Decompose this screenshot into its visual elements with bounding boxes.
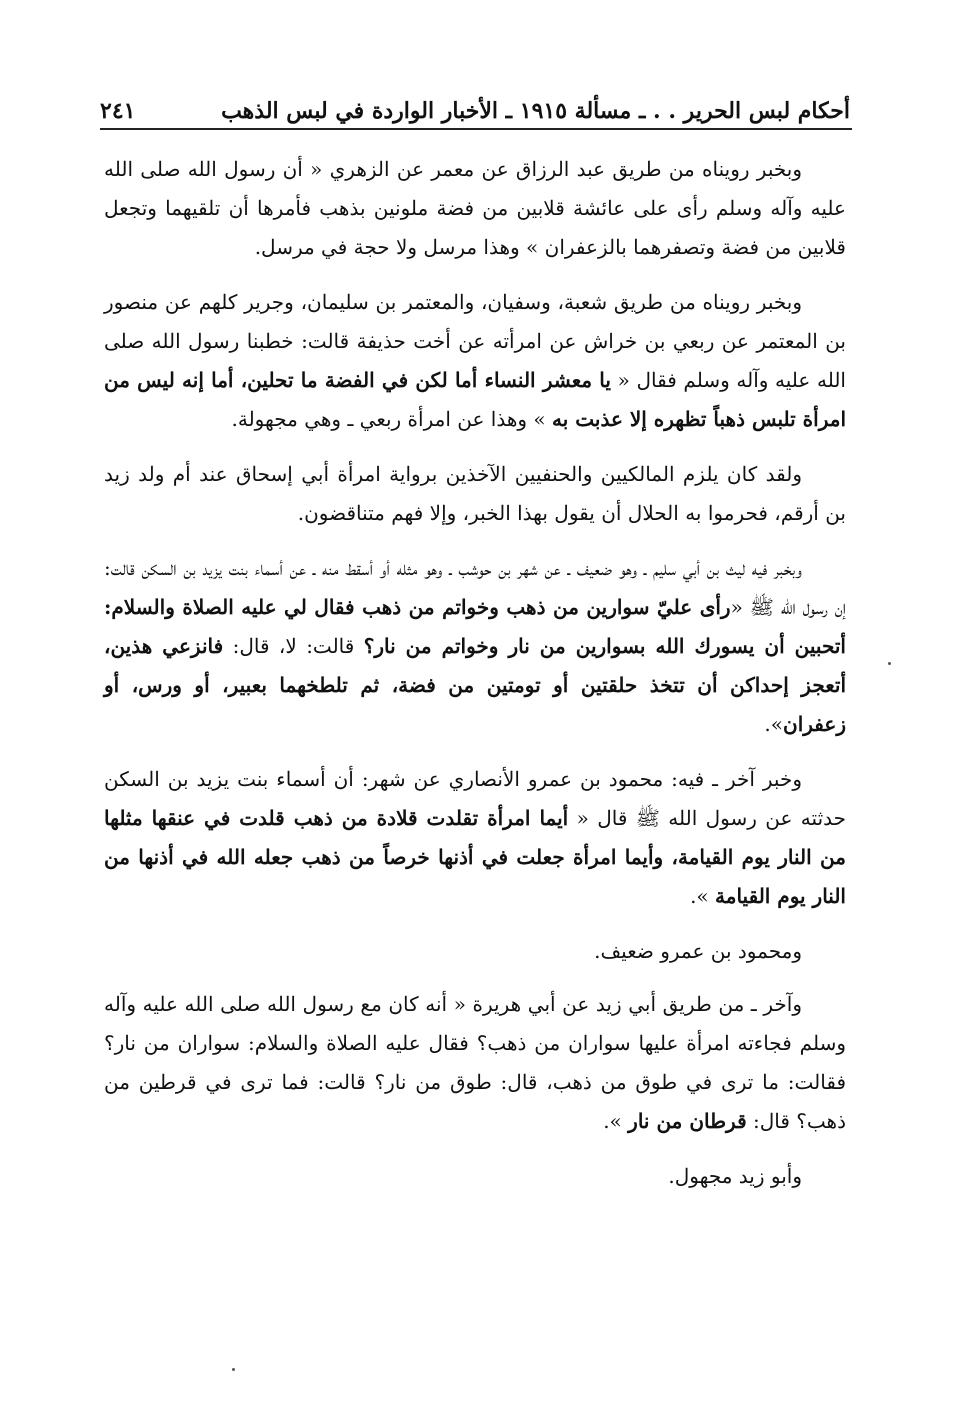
paragraph-text: وبخبر فيه ليث بن أبي سليم ـ وهو ضعيف ـ عن شهر بن حوشب ـ وهو مثله أو أسقط منه ـ عن أسماء بنت يزيد بن السكن قالت: إن رسول الله ﷺ « <box>104 556 846 619</box>
paragraph <box>104 760 846 916</box>
paragraph-text: وخبر آخر ـ فيه: محمود بن عمرو الأنصاري عن شهر: أن أسماء بنت يزيد بن السكن حدثته عن رسول الله ﷺ قال « <box>104 767 846 830</box>
paragraph <box>104 932 846 971</box>
scan-speck <box>232 1368 235 1371</box>
scan-speck <box>888 662 891 665</box>
hadith-quote-text: رأى عليّ سوارين من ذهب وخواتم من ذهب فقال لي عليه الصلاة والسلام: أتحبين أن يسورك الله بسوارين من نار وخواتم من نار؟ <box>104 595 846 658</box>
header-rule <box>100 128 852 130</box>
paragraph-text: وبخبر رويناه من طريق شعبة، وسفيان، والمعتمر بن سليمان، وجرير كلهم عن منصور بن المعتمر عن ربعي بن خراش عن امرأته عن أخت حذيفة قالت: خطبنا رسول الله صلى الله عليه وآله وسلم فقال « <box>104 290 846 392</box>
paragraph-text: قالت: لا، قال: <box>223 634 364 658</box>
paragraph <box>104 985 846 1141</box>
hadith-quote-text: أيما امرأة تقلدت قلادة من ذهب قلدت في عنقها مثلها من النار يوم القيامة، وأيما امرأة جعلت في أذنها خرصاً من ذهب جعله الله في أذنها من النار يوم القيامة <box>104 806 846 908</box>
paragraph-text: » وهذا عن امرأة ربعي ـ وهي مجهولة. <box>231 407 552 431</box>
paragraph-text: ومحمود بن عمرو ضعيف. <box>594 939 802 963</box>
paragraph <box>104 549 846 744</box>
paragraph <box>104 455 846 533</box>
header-title: أحكام لبس الحرير . . ـ مسألة ١٩١٥ ـ الأخبار الواردة في لبس الذهب <box>221 98 850 124</box>
paragraph <box>104 1157 846 1196</box>
paragraph <box>104 283 846 439</box>
hadith-quote-text: فانزعي هذين، أتعجز إحداكن أن تتخذ حلقتين أو تومتين من فضة، ثم تلطخهما بعبير، أو ورس، أو زعفران <box>104 634 846 736</box>
hadith-quote-text: قرطان من نار <box>628 1109 747 1133</box>
paragraph-text: وبخبر رويناه من طريق عبد الرزاق عن معمر عن الزهري « أن رسول الله صلى الله عليه وآله وسلم رأى على عائشة قلابين من فضة ملونين بذهب فأمرها أن تلقيهما وتجعل قلابين من فضة وتصفرهما بالزعفران » وهذا مرسل ولا حجة في مرسل. <box>104 157 846 259</box>
page-body <box>104 150 846 1210</box>
hadith-quote-text: يا معشر النساء أما لكن في الفضة ما تحلين، أما إنه ليس من امرأة تلبس ذهباً تظهره إلا عذبت به <box>104 368 846 431</box>
paragraph-text: ولقد كان يلزم المالكيين والحنفيين الآخذين برواية امرأة أبي إسحاق عند أم ولد زيد بن أرقم، فحرموا به الحلال أن يقول بهذا الخبر، وإلا فهم متناقضون. <box>104 462 846 525</box>
paragraph-text: وأبو زيد مجهول. <box>668 1164 802 1188</box>
running-header <box>100 80 850 124</box>
paragraph-text: ». <box>690 884 716 908</box>
paragraph-text: وآخر ـ من طريق أبي زيد عن أبي هريرة « أنه كان مع رسول الله صلى الله عليه وآله وسلم فجاءته امرأة عليها سواران من ذهب؟ فقال عليه الصلاة والسلام: سواران من نار؟ فقالت: ما ترى في طوق من ذهب، قال: طوق من نار؟ قالت: فما ترى في قرطين من ذهب؟ قال: <box>104 992 846 1133</box>
page-number: ٢٤١ <box>100 98 136 124</box>
paragraph-text: ». <box>603 1109 629 1133</box>
paragraph <box>104 150 846 267</box>
paragraph-text: ». <box>764 712 783 736</box>
